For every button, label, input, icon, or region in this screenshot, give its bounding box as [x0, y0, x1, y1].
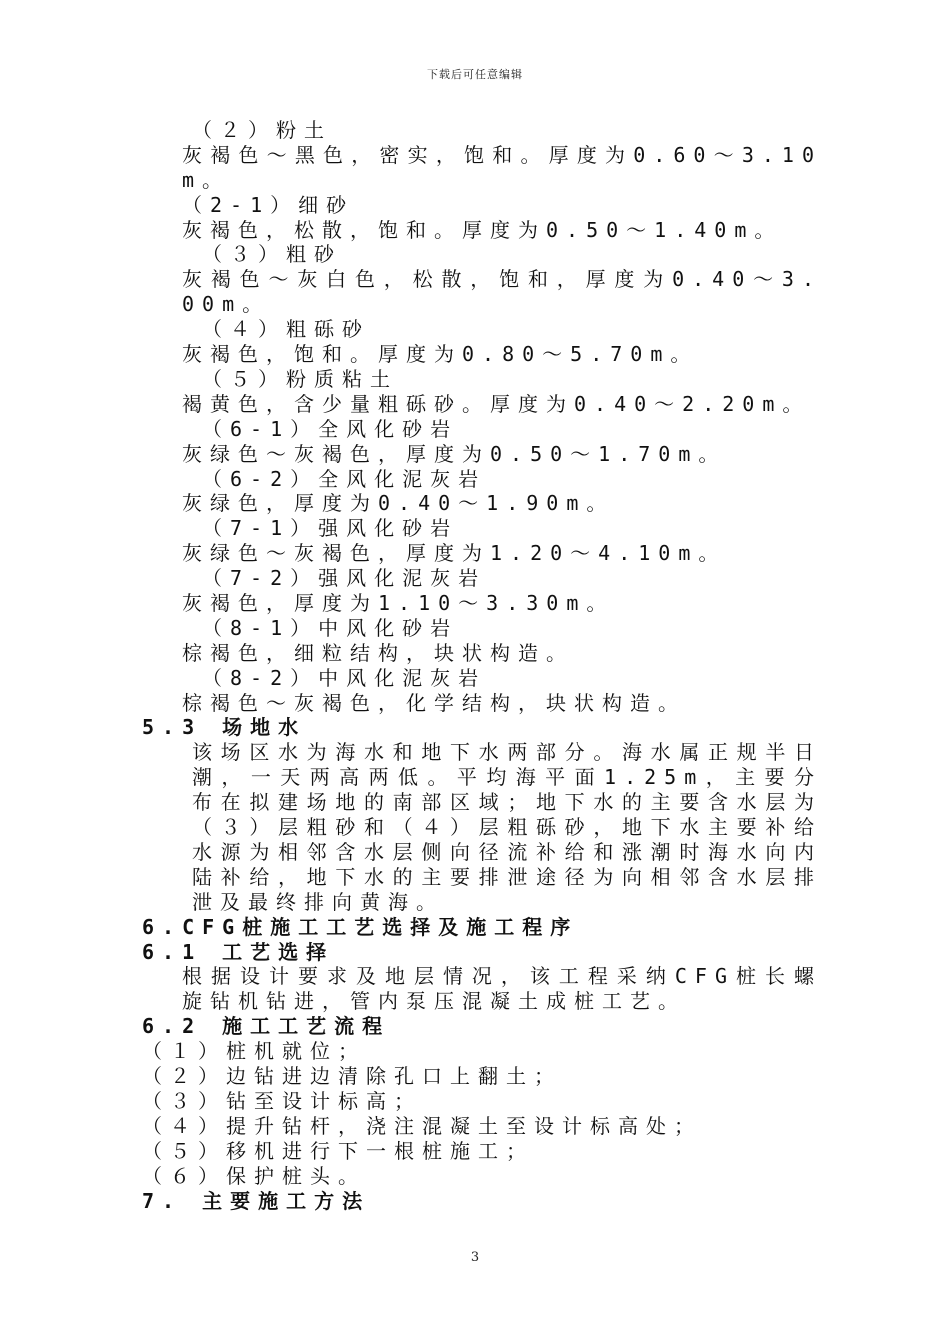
text-line: （３）粗砂: [202, 242, 342, 267]
text-line: （６）保护桩头。: [142, 1163, 366, 1188]
page-header: 下载后可任意编辑: [427, 68, 523, 81]
text-line: 该场区水为海水和地下水两部分。海水属正规半日潮，一天两高两低。平均海平面1.25m，主要分布在拟建场地的南部区域；地下水的主要含水层为（３）层粗砂和（４）层粗砾砂，地下水主要补给水源为相邻含水层侧向径流补给和涨潮时海水向内陆补给，地下水的主要排泄途径为向相邻含水层排泄及最终排向黄海。: [192, 740, 822, 914]
text-line: 灰褐色～黑色，密实，饱和。厚度为0.60～3.10m。: [182, 142, 822, 192]
section-heading: 6.CFG桩施工工艺选择及施工程序: [142, 914, 579, 939]
text-line: 褐黄色，含少量粗砾砂。厚度为0.40～2.20m。: [182, 391, 811, 416]
text-line: （３）钻至设计标高；: [142, 1088, 422, 1113]
text-line: （５）粉质粘土: [202, 366, 398, 391]
page-number: 3: [470, 1250, 480, 1265]
text-line: 灰绿色，厚度为0.40～1.90m。: [182, 491, 615, 516]
text-line: 根据设计要求及地层情况，该工程采纳CFG桩长螺旋钻机钻进，管内泵压混凝土成桩工艺。: [182, 964, 822, 1014]
text-line: （7-1）强风化砂岩: [202, 516, 459, 541]
text-line: 灰褐色，厚度为1.10～3.30m。: [182, 591, 615, 615]
section-heading: 6.1 工艺选择: [142, 939, 335, 964]
text-line: （２）边钻进边清除孔口上翻土；: [142, 1064, 562, 1089]
text-line: 灰绿色～灰褐色，厚度为0.50～1.70m。: [182, 441, 727, 466]
text-line: （6-2）全风化泥灰岩: [202, 466, 487, 491]
text-line: （４）提升钻杆，浇注混凝土至设计标高处；: [142, 1113, 702, 1138]
text-line: 灰褐色，饱和。厚度为0.80～5.70m。: [182, 342, 699, 367]
text-line: （５）移机进行下一根桩施工；: [142, 1138, 534, 1163]
text-line: （8-1）中风化砂岩: [202, 615, 459, 640]
text-line: （２）粉土: [192, 118, 332, 142]
text-line: （8-2）中风化泥灰岩: [202, 665, 487, 690]
text-line: 棕褐色～灰褐色，化学结构，块状构造。: [182, 690, 686, 715]
section-heading: 5.3 场地水: [142, 715, 307, 740]
document-body: [142, 118, 822, 1213]
text-line: （４）粗砾砂: [202, 317, 370, 342]
text-line: 灰褐色～灰白色，松散，饱和，厚度为0.40～3.00m。: [182, 267, 822, 317]
text-line: 灰褐色，松散，饱和。厚度为0.50～1.40m。: [182, 217, 783, 242]
text-line: （2-1）细砂: [182, 192, 355, 217]
text-line: 灰绿色～灰褐色，厚度为1.20～4.10m。: [182, 541, 727, 566]
text-line: （7-2）强风化泥灰岩: [202, 566, 487, 591]
text-line: 棕褐色，细粒结构，块状构造。: [182, 640, 574, 665]
section-heading: 7. 主要施工方法: [142, 1188, 371, 1213]
section-heading: 6.2 施工工艺流程: [142, 1014, 391, 1039]
text-line: （１）桩机就位；: [142, 1039, 366, 1064]
text-line: （6-1）全风化砂岩: [202, 416, 459, 441]
